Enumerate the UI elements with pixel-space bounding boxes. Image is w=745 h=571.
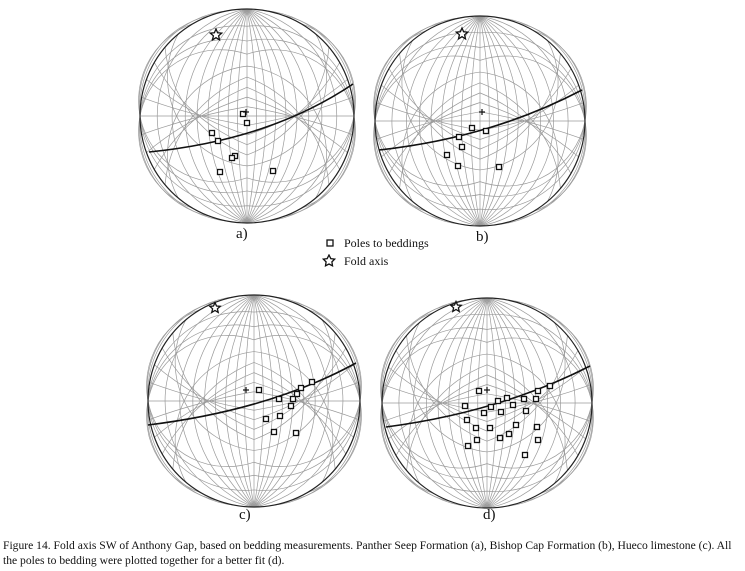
pole-marker xyxy=(514,423,519,428)
pole-marker xyxy=(277,397,282,402)
pole-marker xyxy=(498,436,503,441)
pole-marker xyxy=(272,430,277,435)
pole-marker xyxy=(484,129,489,134)
pole-marker xyxy=(457,135,462,140)
pole-marker xyxy=(294,431,299,436)
pole-marker xyxy=(216,139,221,144)
pole-marker xyxy=(456,164,461,169)
stereonet-a xyxy=(139,9,356,223)
pole-marker xyxy=(522,397,527,402)
pole-marker xyxy=(218,170,223,175)
fold-axis-star xyxy=(210,29,221,40)
pole-marker xyxy=(505,396,510,401)
legend xyxy=(322,234,429,270)
panel-label-d: d) xyxy=(483,507,496,523)
pole-marker xyxy=(463,404,468,409)
stereonet-b xyxy=(374,16,587,226)
stereonet-d xyxy=(381,298,594,508)
pole-marker xyxy=(475,438,480,443)
stereonet-c xyxy=(147,295,362,507)
pole-marker xyxy=(299,386,304,391)
pole-marker xyxy=(278,414,283,419)
pole-marker xyxy=(291,397,296,402)
pole-marker xyxy=(535,425,540,430)
best-fit-great-circle xyxy=(149,84,353,152)
pole-marker xyxy=(536,438,541,443)
pole-marker xyxy=(470,126,475,131)
pole-marker xyxy=(210,131,215,136)
pole-marker xyxy=(499,410,504,415)
panel-label-b: b) xyxy=(476,229,489,245)
pole-marker xyxy=(310,380,315,385)
pole-marker xyxy=(497,165,502,170)
pole-marker xyxy=(496,399,501,404)
pole-marker xyxy=(536,389,541,394)
pole-marker xyxy=(445,153,450,158)
pole-marker xyxy=(460,145,465,150)
panel-label-c: c) xyxy=(239,507,251,523)
legend-item-fold-axis xyxy=(322,252,429,270)
legend-item-poles xyxy=(322,234,429,252)
pole-marker xyxy=(507,432,512,437)
pole-marker xyxy=(466,444,471,449)
pole-marker xyxy=(295,392,300,397)
pole-marker xyxy=(524,409,529,414)
pole-marker xyxy=(534,397,539,402)
star-icon xyxy=(322,254,344,268)
pole-marker xyxy=(264,417,269,422)
pole-marker xyxy=(548,384,553,389)
pole-marker xyxy=(257,388,262,393)
pole-marker xyxy=(465,418,470,423)
pole-marker xyxy=(245,121,250,126)
pole-marker xyxy=(489,405,494,410)
pole-marker xyxy=(289,404,294,409)
pole-marker xyxy=(488,426,493,431)
pole-square-icon xyxy=(322,236,344,250)
pole-marker xyxy=(523,453,528,458)
legend-label-poles: Poles to beddings xyxy=(344,235,429,250)
fold-axis-star xyxy=(451,302,461,312)
pole-marker xyxy=(477,389,482,394)
pole-marker xyxy=(482,411,487,416)
pole-marker xyxy=(474,426,479,431)
pole-marker xyxy=(230,156,235,161)
pole-marker xyxy=(271,169,276,174)
legend-label-fold-axis: Fold axis xyxy=(344,253,389,268)
pole-marker xyxy=(511,403,516,408)
panel-label-a: a) xyxy=(236,226,248,242)
figure-caption: Figure 14. Fold axis SW of Anthony Gap, based on bedding measurements. Panther Seep Formation (a), Bishop Cap Formation (b), Hueco limestone (c). All the poles to bedding were plotted together for a better fit (d). xyxy=(3,539,732,567)
